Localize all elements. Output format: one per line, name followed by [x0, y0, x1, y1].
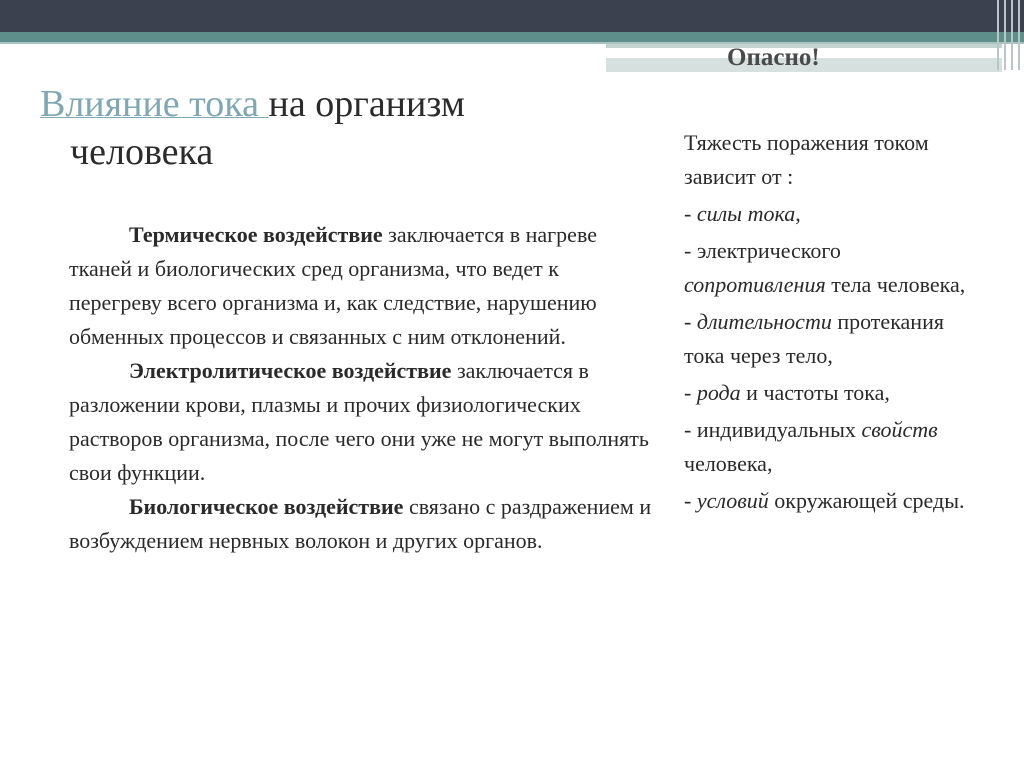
paragraph-electrolytic: [69, 354, 654, 490]
factor-prefix: -: [684, 201, 697, 226]
factor-prefix: -: [684, 380, 697, 405]
factor-term: рода: [696, 380, 741, 405]
title-line2: человека: [70, 131, 214, 173]
factor-term: силы тока: [696, 201, 796, 226]
term-biological: Биологическое воздействие: [129, 494, 404, 519]
factor-suffix: и частоты тока,: [740, 380, 890, 405]
danger-heading: Опасно!: [727, 44, 820, 71]
factor-prefix: - индивидуальных: [684, 417, 862, 442]
term-electrolytic: Электролитическое воздействие: [129, 358, 452, 383]
paragraph-electrolytic-text: заключается в разложении крови, плазмы и прочих физиологических растворов организма, после чего они уже не могут выполнять свои функции.: [69, 358, 649, 485]
top-teal-bar: [0, 32, 1024, 42]
factor-prefix: -: [684, 488, 697, 513]
factor-item: [684, 413, 984, 481]
term-thermal: Термическое воздействие: [129, 222, 383, 247]
factor-prefix: - электрического: [684, 238, 841, 263]
factor-suffix: протекания тока через тело,: [684, 309, 944, 368]
factor-term: условий: [696, 488, 769, 513]
corner-decor-lines: [990, 0, 1024, 70]
severity-factors: [684, 126, 984, 521]
factor-term: длительности: [696, 309, 832, 334]
factor-prefix: -: [684, 309, 697, 334]
factor-item: [684, 197, 984, 231]
effects-text: [69, 218, 654, 558]
top-dark-bar: [0, 0, 1024, 32]
factor-item: [684, 484, 984, 518]
title-link[interactable]: Влияние тока: [40, 83, 269, 125]
factor-suffix: ,: [795, 201, 801, 226]
factor-suffix: тела человека,: [825, 272, 966, 297]
factor-item: [684, 376, 984, 410]
factor-term: сопротивления: [684, 272, 826, 297]
paragraph-biological-text: связано с раздражением и возбуждением нервных волокон и других органов.: [69, 494, 652, 553]
factor-suffix: окружающей среды.: [768, 488, 965, 513]
paragraph-thermal-text: заключается в нагреве тканей и биологических сред организма, что ведет к перегреву всего организма и, как следствие, нарушению обменных процессов и связанных с ним отклонений.: [69, 222, 597, 349]
factor-item: [684, 234, 984, 302]
paragraph-thermal: [69, 218, 654, 354]
factor-term: свойств: [861, 417, 938, 442]
factor-suffix: человека,: [684, 451, 773, 476]
slide-title: [40, 80, 600, 176]
title-text: на организм: [268, 83, 465, 125]
factor-item: [684, 305, 984, 373]
paragraph-biological: [69, 490, 654, 558]
severity-intro: Тяжесть поражения током зависит от :: [684, 130, 929, 189]
